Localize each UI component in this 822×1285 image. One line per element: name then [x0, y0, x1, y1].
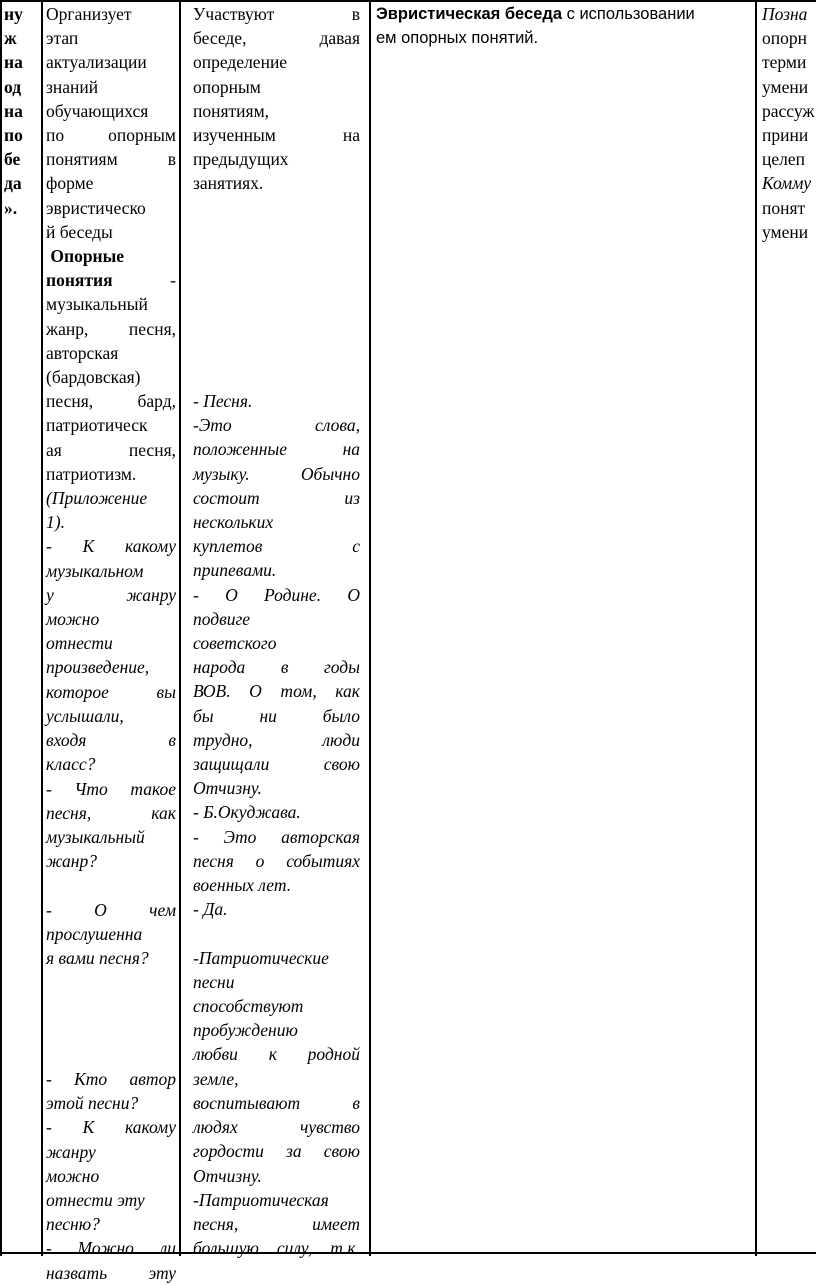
teacher-text-line: обучающихся [46, 100, 149, 121]
column-divider-4 [755, 0, 757, 1256]
answer-line: воспитывают в [193, 1092, 360, 1113]
method-heading: Эвристическая беседа [376, 5, 563, 23]
question-line: отнести эту [46, 1189, 145, 1210]
student-activity-cell [193, 2, 360, 1259]
key-concepts-heading: Опорные [46, 246, 125, 267]
question-line: - О чем [46, 899, 176, 920]
teacher-text-line: Организует [46, 4, 132, 24]
student-text-line: опорным [193, 76, 261, 97]
column-divider-0 [0, 0, 2, 1256]
question-line: класс? [46, 754, 96, 775]
teacher-text-line: актуализации [46, 52, 147, 73]
answer-line: куплетов с [193, 536, 360, 557]
answer-line: любви к родной [193, 1044, 360, 1065]
key-concepts-line: жанр, песня, [46, 318, 176, 339]
outcome-line: понят [762, 197, 806, 218]
answer-line: Отчизну. [193, 778, 262, 799]
outcome-line: опорн [762, 28, 807, 49]
answer-line: состоит из [193, 487, 360, 508]
answer-line: -Патриотические [193, 947, 329, 968]
student-text-line: занятиях. [193, 173, 264, 194]
answer-line: - О Родине. О [193, 584, 360, 605]
teacher-text-line: по опорным [46, 125, 176, 146]
key-concepts-line: авторская [46, 342, 119, 363]
answer-line: военных лет. [193, 875, 292, 896]
question-line: жанру [46, 1141, 96, 1162]
answer-line: -Это слова, [193, 415, 360, 436]
key-concepts-heading: понятия [46, 270, 113, 291]
stage-name-line: ж [4, 28, 17, 49]
methods-cell [376, 2, 756, 50]
question-line: - К какому [46, 536, 176, 557]
question-line: можно [46, 609, 100, 630]
question-line: - Можно ли [46, 1238, 176, 1259]
blank-line [46, 994, 176, 1018]
question-line: - Что такое [46, 778, 176, 799]
teacher-text-line: этап [46, 28, 79, 49]
answer-line: людях чувство [193, 1117, 360, 1138]
outcome-line: рассуж [762, 100, 815, 121]
answer-line: советского [193, 633, 277, 654]
stage-name-line: од [4, 76, 22, 97]
answer-line: большую силу, т.к. [193, 1238, 360, 1259]
answer-line: ВОВ. О том, как [193, 681, 360, 702]
teacher-text-line: й беседы [46, 221, 113, 242]
blank-line [46, 970, 176, 994]
answer-line: -Патриотическая [193, 1189, 329, 1210]
question-line: которое вы [46, 681, 176, 702]
answer-line: припевами. [193, 560, 277, 581]
appendix-reference: 1). [46, 512, 65, 533]
answer-line: Отчизну. [193, 1165, 262, 1186]
question-line: можно [46, 1165, 100, 1186]
key-concepts-line: музыкальный [46, 294, 148, 315]
answer-line: бы ни было [193, 705, 360, 726]
appendix-reference: (Приложение [46, 488, 148, 509]
answer-line: пробуждению [193, 1020, 298, 1041]
key-concepts-dash: - [165, 270, 176, 291]
key-concepts-line: патриотизм. [46, 463, 137, 484]
student-text-line: определение [193, 52, 288, 73]
answer-line: способствуют [193, 996, 304, 1017]
question-line: произведение, [46, 657, 150, 678]
column-divider-3 [369, 0, 371, 1256]
outcome-line: терми [762, 52, 807, 73]
teacher-text-line: эвристическо [46, 197, 146, 218]
answer-line: - Да. [193, 899, 228, 920]
question-line: услышали, [46, 705, 124, 726]
question-line: у жанру [46, 584, 176, 605]
method-text: с использовании [562, 5, 695, 23]
student-text-line: изученным на [193, 125, 360, 146]
answer-line: подвиге [193, 608, 251, 629]
question-line: прослушенна [46, 923, 143, 944]
answer-line: трудно, люди [193, 729, 360, 750]
stage-name-line: да [4, 173, 22, 194]
blank-line [193, 921, 360, 945]
question-line: отнести [46, 633, 113, 654]
question-line: песню? [46, 1214, 100, 1235]
blank-line [46, 1019, 176, 1043]
answer-line: нескольких [193, 512, 274, 533]
answer-line: песня, имеет [193, 1213, 360, 1234]
method-text: ем опорных понятий. [376, 29, 539, 47]
teacher-text-line: знаний [46, 76, 99, 97]
question-line: музыкальном [46, 560, 144, 581]
outcome-line: прини [762, 125, 809, 146]
stage-name-line: бе [4, 149, 21, 170]
teacher-text-line: понятиям в [46, 149, 176, 170]
question-line: входя в [46, 730, 176, 751]
key-concepts-line: ая песня, [46, 439, 176, 460]
answer-line: песня о событиях [193, 850, 360, 871]
column-divider-1 [41, 0, 43, 1256]
key-concepts-line: песня, бард, [46, 391, 176, 412]
student-text-line: Участвуют в [193, 4, 360, 24]
outcome-line: Комму [762, 173, 812, 194]
question-line: песня, как [46, 802, 176, 823]
student-text-line: беседе, давая [193, 28, 360, 49]
answer-line: - Это авторская [193, 826, 360, 847]
question-line: жанр? [46, 851, 97, 872]
teacher-activity-cell [46, 2, 176, 1285]
stage-name-line: на [4, 52, 23, 73]
answer-line: положенные на [193, 439, 360, 460]
question-line: этой песни? [46, 1093, 139, 1114]
key-concepts-line: (бардовская) [46, 367, 141, 388]
answer-line: народа в годы [193, 657, 360, 678]
question-line: музыкальный [46, 826, 145, 847]
question-line: - К какому [46, 1117, 176, 1138]
answer-line: гордости за свою [193, 1141, 360, 1162]
stage-name-line: на [4, 100, 23, 121]
blank-line [46, 1043, 176, 1067]
key-concepts-line: патриотическ [46, 415, 148, 436]
question-line: назвать эту [46, 1262, 176, 1283]
stage-name-line: ». [4, 197, 18, 218]
stage-name-line: по [4, 125, 23, 146]
answer-line: - Б.Окуджава. [193, 802, 301, 823]
outcome-line: умени [762, 76, 809, 97]
outcome-line: Позна [762, 4, 808, 24]
outcome-line: целеп [762, 149, 805, 170]
answer-line: песни [193, 971, 235, 992]
stage-name-line: ну [4, 4, 23, 24]
outcomes-cell [762, 2, 822, 244]
student-text-line: предыдущих [193, 149, 289, 170]
student-text-line: понятиям, [193, 100, 270, 121]
answer-line: - Песня. [193, 391, 253, 411]
teacher-text-line: форме [46, 173, 94, 194]
answer-line: музыку. Обычно [193, 463, 360, 484]
student-answers [193, 389, 360, 1260]
question-line: я вами песня? [46, 947, 149, 968]
column-divider-2 [179, 0, 181, 1256]
key-concepts-heading-row [46, 268, 176, 292]
blank-line [46, 873, 176, 897]
answer-line: земле, [193, 1068, 239, 1089]
outcome-line: умени [762, 221, 809, 242]
answer-line: защищали свою [193, 754, 360, 775]
question-line: - Кто автор [46, 1068, 176, 1089]
stage-name-cell [4, 2, 38, 220]
